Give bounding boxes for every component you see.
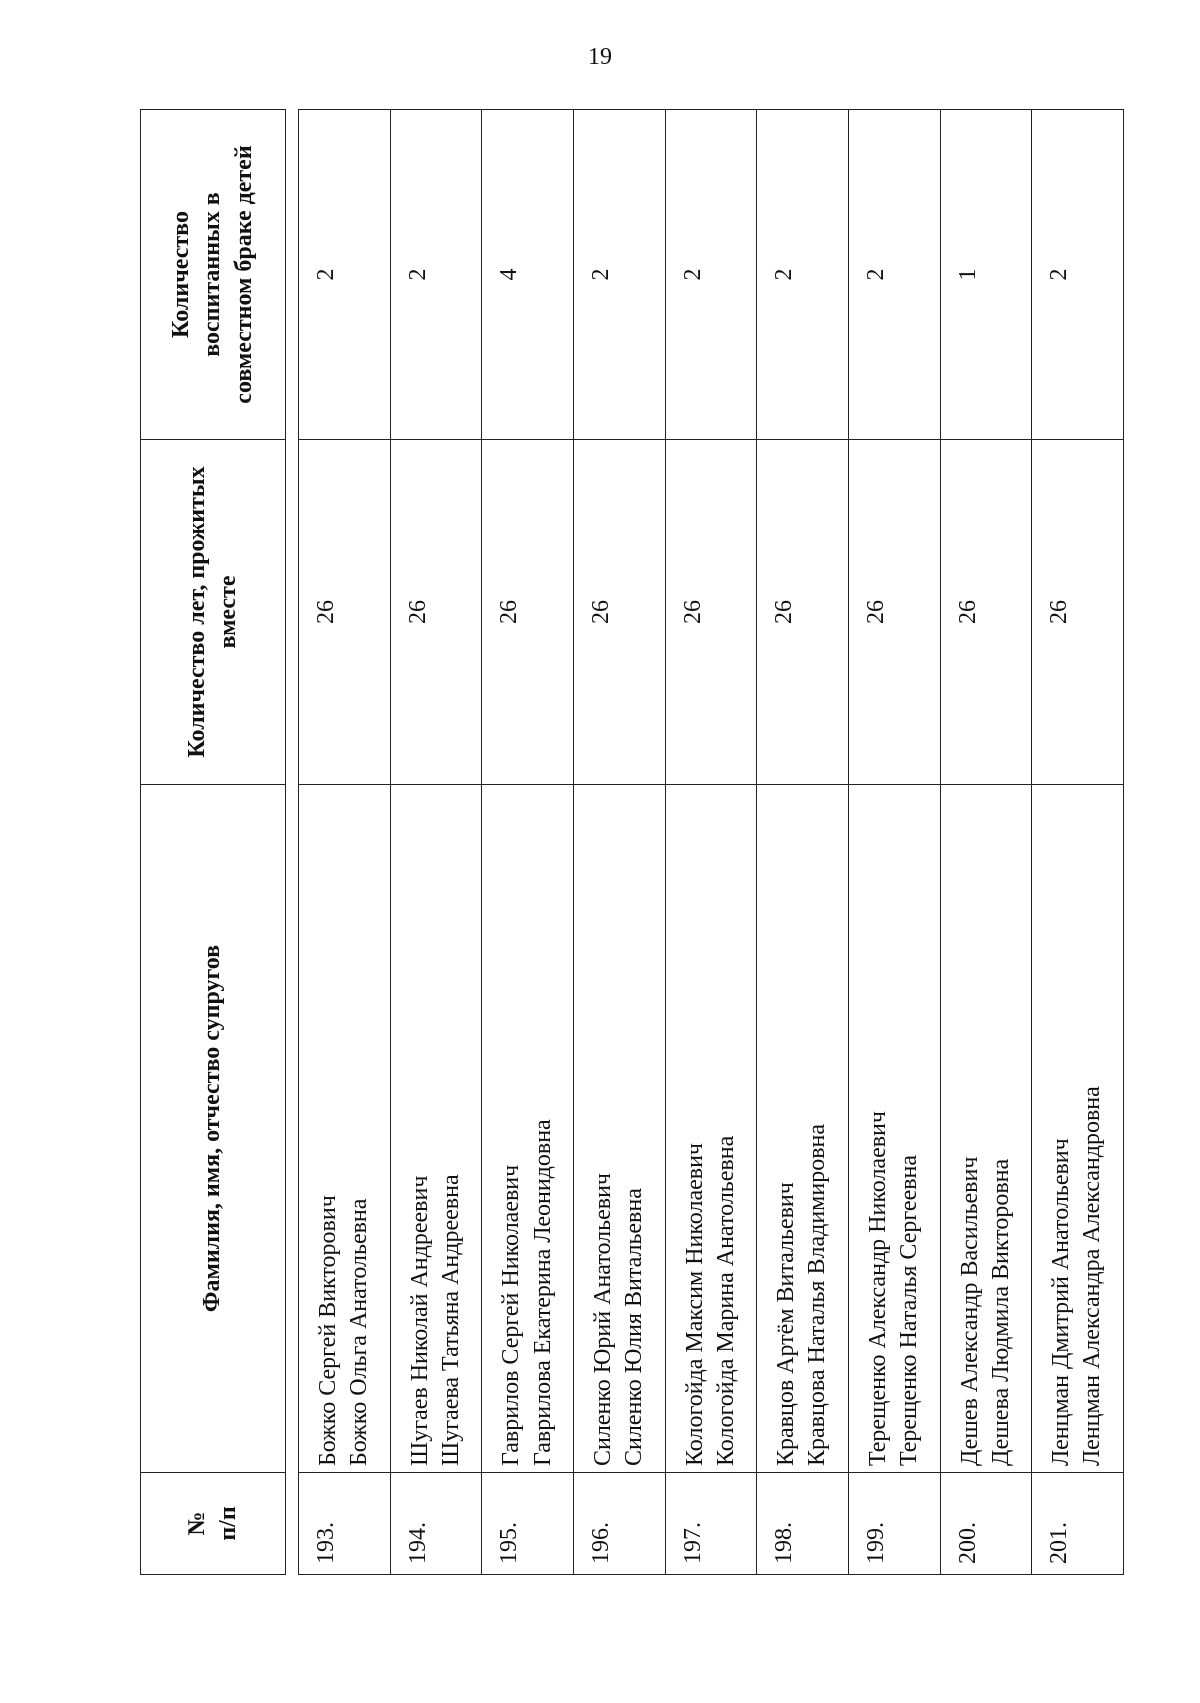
years-together: 26 [848, 440, 940, 785]
spouses-names [390, 785, 482, 1473]
rotated-table-container [140, 110, 1124, 1575]
years-together: 26 [482, 440, 574, 785]
header-gap [286, 110, 299, 1575]
children-count: 2 [757, 110, 849, 440]
row-number: 197. [665, 1473, 757, 1575]
children-count: 4 [482, 110, 574, 440]
spouses-names [848, 785, 940, 1473]
years-together: 26 [573, 440, 665, 785]
header-number [141, 1473, 286, 1575]
husband-name: Терещенко Александр Николаевич [864, 1111, 891, 1466]
children-count: 2 [390, 110, 482, 440]
row-number: 193. [299, 1473, 391, 1575]
spouses-names [1032, 785, 1124, 1473]
table-row [848, 110, 940, 1575]
header-row [141, 110, 286, 1575]
header-children-line1: Количество [168, 211, 195, 338]
row-number: 194. [390, 1473, 482, 1575]
table-row [573, 110, 665, 1575]
spouses-names [299, 785, 391, 1473]
header-children-line2: воспитанных в [199, 192, 226, 357]
header-names: Фамилия, имя, отчество супругов [141, 785, 286, 1473]
table-row [482, 110, 574, 1575]
wife-name: Гаврилова Екатерина Леонидовна [529, 1119, 556, 1466]
spouses-names [482, 785, 574, 1473]
husband-name: Силенко Юрий Анатольевич [589, 1172, 616, 1466]
wife-name: Кологойда Марина Анатольевна [712, 1135, 739, 1466]
table-row [665, 110, 757, 1575]
wife-name: Ленцман Александра Александровна [1079, 1086, 1106, 1466]
wife-name: Божко Ольга Анатольевна [346, 1198, 373, 1466]
wife-name: Силенко Юлия Витальевна [621, 1188, 648, 1466]
children-count: 2 [573, 110, 665, 440]
years-together: 26 [757, 440, 849, 785]
children-count: 2 [848, 110, 940, 440]
row-number: 198. [757, 1473, 849, 1575]
table-row [299, 110, 391, 1575]
husband-name: Гаврилов Сергей Николаевич [498, 1164, 525, 1466]
years-together: 26 [299, 440, 391, 785]
row-number: 195. [482, 1473, 574, 1575]
gap-cell [286, 440, 299, 785]
rotated-table-inner [140, 110, 1124, 1575]
page-number: 19 [588, 44, 612, 70]
spouses-names [757, 785, 849, 1473]
children-count: 2 [1032, 110, 1124, 440]
spouses-names [940, 785, 1032, 1473]
husband-name: Дешев Александр Васильевич [956, 1156, 983, 1466]
table-row [1032, 110, 1124, 1575]
spouses-names [573, 785, 665, 1473]
years-together: 26 [665, 440, 757, 785]
gap-cell [286, 1473, 299, 1575]
row-number: 200. [940, 1473, 1032, 1575]
wife-name: Дешева Людмила Викторовна [987, 1158, 1014, 1466]
wife-name: Терещенко Наталья Сергеевна [896, 1154, 923, 1466]
header-number-line1: № [183, 1511, 210, 1536]
children-count: 1 [940, 110, 1032, 440]
wife-name: Кравцова Наталья Владимировна [804, 1123, 831, 1466]
gap-cell [286, 110, 299, 440]
header-children-line3: совместном браке детей [230, 145, 257, 404]
husband-name: Божко Сергей Викторович [315, 1195, 341, 1466]
gap-cell [286, 785, 299, 1473]
header-years: Количество лет, прожитых вместе [141, 440, 286, 785]
children-count: 2 [665, 110, 757, 440]
years-together: 26 [1032, 440, 1124, 785]
wife-name: Шугаева Татьяна Андреевна [437, 1174, 464, 1466]
husband-name: Шугаев Николай Андреевич [406, 1175, 433, 1466]
row-number: 199. [848, 1473, 940, 1575]
table-row [757, 110, 849, 1575]
years-together: 26 [390, 440, 482, 785]
header-number-line2: п/п [215, 1506, 241, 1541]
years-together: 26 [940, 440, 1032, 785]
couples-table [140, 109, 1124, 1575]
table-row [390, 110, 482, 1575]
children-count: 2 [299, 110, 391, 440]
husband-name: Кологойда Максим Николаевич [681, 1143, 708, 1466]
husband-name: Кравцов Артём Витальевич [773, 1182, 800, 1466]
husband-name: Ленцман Дмитрий Анатольевич [1048, 1138, 1075, 1466]
spouses-names [665, 785, 757, 1473]
header-children [141, 110, 286, 440]
table-row [940, 110, 1032, 1575]
row-number: 196. [573, 1473, 665, 1575]
row-number: 201. [1032, 1473, 1124, 1575]
